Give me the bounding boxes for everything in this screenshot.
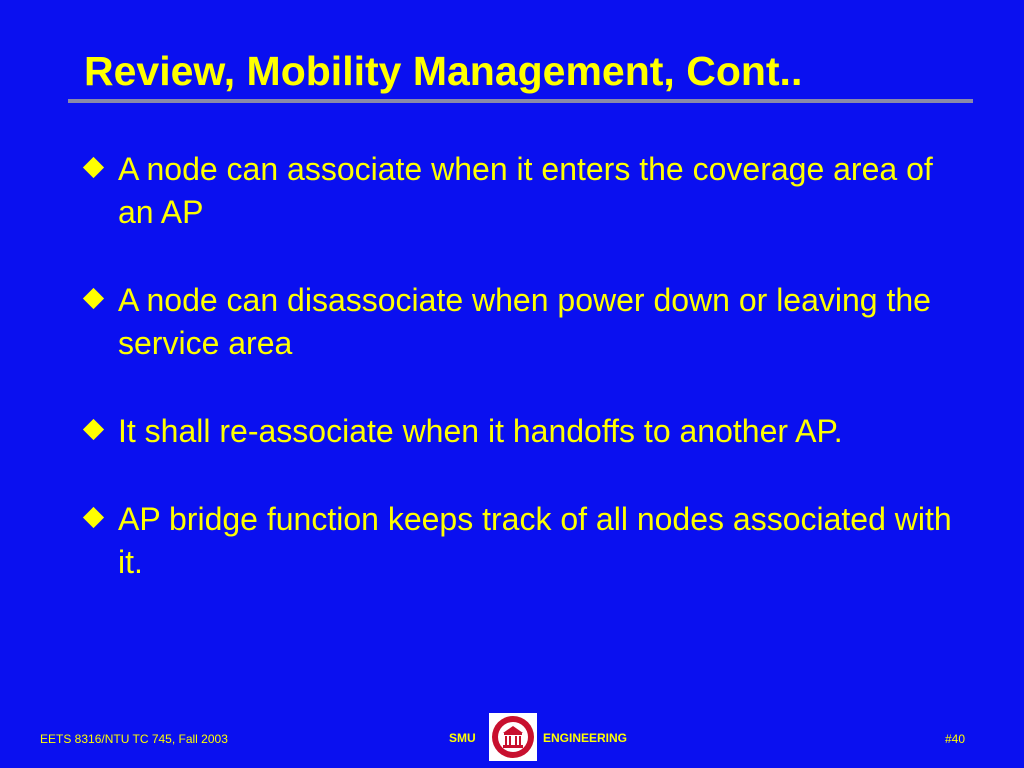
bullet-item <box>82 279 972 365</box>
bullet-item <box>82 498 972 584</box>
diamond-bullet-icon <box>83 507 104 528</box>
bullet-text: AP bridge function keeps track of all nodes associated with it. <box>118 501 952 580</box>
diamond-bullet-icon <box>83 288 104 309</box>
bullet-text: It shall re-associate when it handoffs to another AP. <box>118 413 843 449</box>
smu-seal-icon <box>489 713 537 761</box>
footer-engineering-label: ENGINEERING <box>543 731 628 745</box>
bullet-item <box>82 410 972 453</box>
bullet-text: A node can associate when it enters the coverage area of an AP <box>118 151 933 230</box>
diamond-bullet-icon <box>83 419 104 440</box>
title-divider <box>68 99 973 103</box>
diamond-bullet-icon <box>83 157 104 178</box>
bullet-text: A node can disassociate when power down or leaving the service area <box>118 282 931 361</box>
bullet-list <box>82 148 972 629</box>
bullet-item <box>82 148 972 234</box>
slide-title: Review, Mobility Management, Cont.. <box>84 48 803 94</box>
smu-logo-icon <box>489 713 537 761</box>
footer-smu-label: SMU <box>449 731 476 745</box>
slide-number: #40 <box>945 732 966 746</box>
footer-course-label: EETS 8316/NTU TC 745, Fall 2003 <box>40 732 228 746</box>
